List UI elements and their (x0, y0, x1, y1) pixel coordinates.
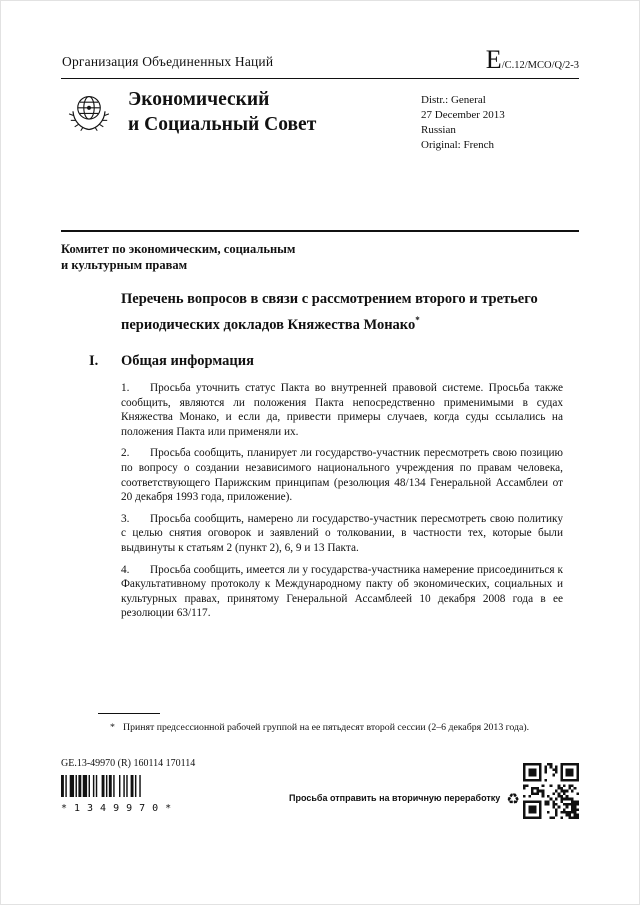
qr-code (523, 763, 579, 819)
document-title (121, 289, 569, 336)
title-footnote-marker: * (415, 315, 420, 325)
un-org-name: Организация Объединенных Наций (62, 54, 274, 69)
distr-line: Distr.: General (421, 94, 486, 106)
document-symbol (486, 45, 579, 75)
section-title: Общая информация (121, 353, 254, 369)
distribution-block (421, 93, 505, 153)
masthead-rule (61, 230, 579, 232)
recycle-text: Просьба отправить на вторичную переработку (289, 793, 501, 803)
language-line: Russian (421, 124, 456, 136)
paragraph-3-text: Просьба сообщить, намерено ли государство-участник пересмотреть свою политику с целью снятия оговорок и заявлений о толковании, в частности тех, которые были выдвинуты к статьям 2 (пункт 2), 6, 9 и 13 Пакта. (121, 512, 563, 554)
committee-name-line2: и культурным правам (61, 258, 188, 272)
date-line: 27 December 2013 (421, 109, 505, 121)
council-title-line2: и Социальный Совет (128, 114, 317, 135)
paragraph-list (121, 381, 563, 628)
document-symbol-letter: E (485, 45, 502, 74)
paragraph-1-number: 1. (121, 382, 130, 394)
paragraph-4-number: 4. (121, 563, 130, 576)
footnote-text: Принят предсессионной рабочей группой на ее пятьдесят второй сессии (2–6 декабря 2013 года). (123, 722, 530, 733)
council-title (128, 87, 316, 137)
paragraph-2 (121, 446, 563, 504)
section-heading (89, 353, 254, 370)
footnote (110, 721, 542, 734)
paragraph-3-number: 3. (121, 512, 130, 525)
council-title-line1: Экономический (128, 89, 270, 110)
footnote-marker: * (110, 722, 115, 733)
committee-name-line1: Комитет по экономическим, социальным (61, 242, 296, 256)
paragraph-2-number: 2. (121, 447, 130, 460)
barcode (61, 775, 181, 814)
paragraph-2-text: Просьба сообщить, планирует ли государство-участник пересмотреть свою позицию по вопросу о создании независимого национального учреждения по правам человека, соответствующего Парижским принципам (резолюция 48/134 Генеральной Ассамблеи от 20 декабря 1993 года, приложение). (121, 447, 563, 504)
paragraph-4 (121, 563, 563, 621)
footnote-rule (98, 713, 160, 714)
paragraph-1-text: Просьба уточнить статус Пакта во внутренней правовой системе. Просьба также сообщить, являются ли положения Пакта непосредственно применимыми в судах Княжества Монако, и если да, привести примеры случаев, когда суды ссылались на положения Пакта или применяли их. (121, 382, 563, 438)
committee-name (61, 241, 295, 273)
paragraph-3 (121, 512, 563, 556)
section-number: I. (89, 353, 99, 369)
paragraph-4-text: Просьба сообщить, имеется ли у государства-участника намерение присоединиться к Факультативному протоколу к Международному пакту об экономических, социальных и культурных правах, принятому Генеральной Ассамблеей 10 декабря 2008 года в ее резолюции 63/117. (121, 563, 563, 620)
un-emblem-icon (63, 87, 115, 144)
original-line: Original: French (421, 139, 495, 151)
recycle-icon: ♻ (506, 791, 520, 808)
recycle-note (289, 790, 520, 808)
paragraph-1 (121, 381, 563, 439)
document-symbol-rest: /C.12/MCO/Q/2-3 (501, 60, 579, 71)
barcode-bars (61, 775, 179, 797)
document-reference: GE.13-49970 (R) 160114 170114 (61, 758, 196, 769)
barcode-text: *1349970* (61, 803, 179, 814)
document-title-text: Перечень вопросов в связи с рассмотрением второго и третьего периодических докладов Княжества Монако (121, 291, 538, 333)
header-rule (61, 78, 579, 79)
